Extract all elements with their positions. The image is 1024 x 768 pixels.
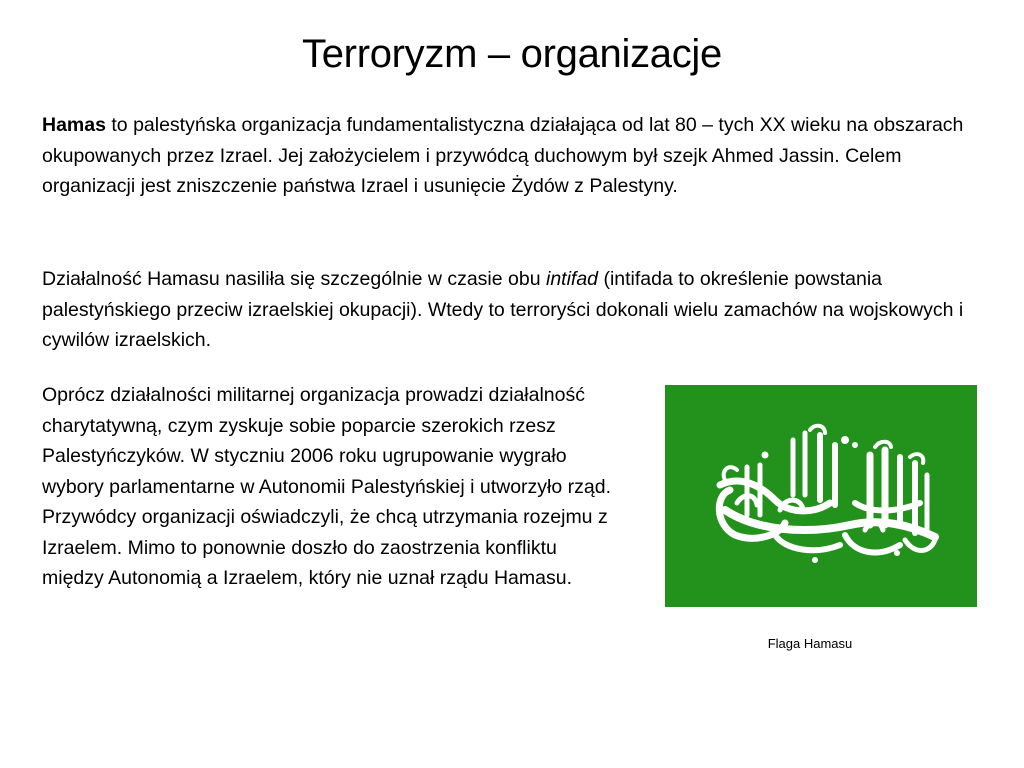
flag-caption: Flaga Hamasu — [767, 636, 853, 651]
paragraph-hamas-intro-text: to palestyńska organizacja fundamentalistyczna działająca od lat 80 – tych XX wieku na obszarach okupowanych przez Izrael. Jej założycielem i przywódcą duchowym był szejk Ahmed Jassin. Celem organizacji jest zniszczenie państwa Izrael i usunięcie Żydów z Palestyny. — [42, 114, 964, 197]
paragraph-activity-text-after: (intifada to określenie powstania palestyńskiego przeciw izraelskiej okupacji). Wtedy to terroryści dokonali wielu zamachów na wojskowych i cywilów izraelskich. — [42, 268, 964, 351]
flag-calligraphy-graphic — [665, 385, 977, 607]
paragraph-charity: Oprócz działalności militarnej organizacja prowadzi działalność charytatywną, czym zyskuje sobie poparcie szerokich rzesz Palestyńczyków. W styczniu 2006 roku ugrupowanie wygrało wybory parlamentarne w Autonomii Palestyńskiej i utworzyło rząd. Przywódcy organizacji oświadczyli, że chcą utrzymania rozejmu z Izraelem. Mimo to ponownie doszło do zaostrzenia konfliktu między Autonomią a Izraelem, który nie uznał rządu Hamasu. — [42, 384, 611, 589]
slide-title: Terroryzm – organizacje — [302, 32, 722, 76]
paragraph-activity-text-before: Działalność Hamasu nasiliła się szczególnie w czasie obu — [42, 268, 546, 290]
paragraph-activity — [42, 264, 992, 356]
intifad-italic: intifad — [545, 268, 599, 290]
hamas-bold-lead: Hamas — [42, 114, 106, 136]
hamas-flag-image — [665, 385, 977, 607]
paragraph-hamas-intro — [42, 110, 982, 202]
